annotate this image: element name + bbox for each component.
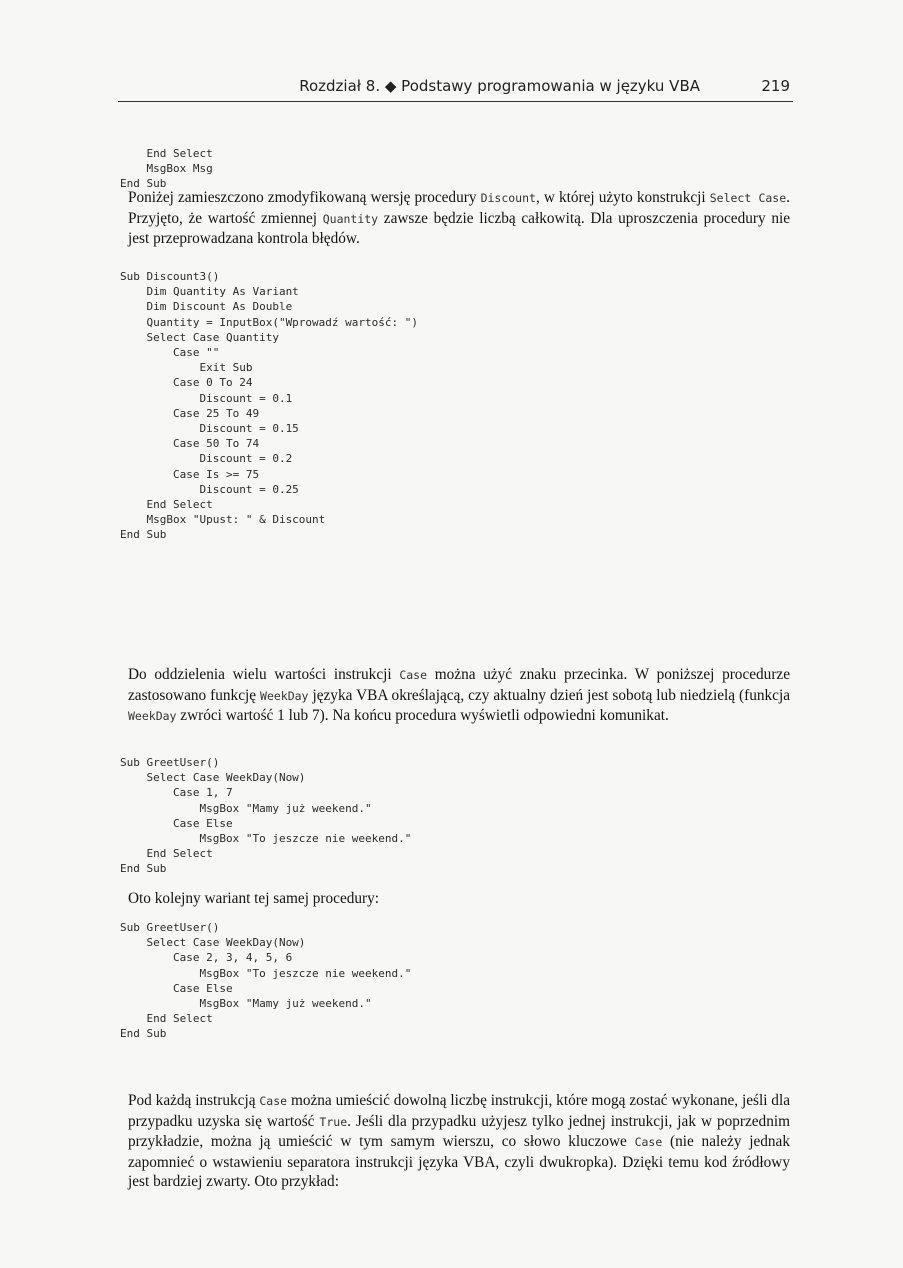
paragraph-text: . Jeśli dla przypadku użyjesz tylko jednej instrukcji, jak w poprzednim przykładzie, można ją umieścić w tym samym wierszu, co słowo kluczowe bbox=[128, 1112, 791, 1151]
paragraph-case-comma bbox=[128, 665, 790, 727]
paragraph-text: Pod każdą instrukcją bbox=[128, 1092, 260, 1109]
inline-code: WeekDay bbox=[260, 688, 309, 703]
paragraph-case-statements bbox=[128, 1091, 790, 1192]
paragraph-text: Do oddzielenia wielu wartości instrukcji bbox=[128, 666, 400, 683]
inline-code: Quantity bbox=[322, 211, 379, 226]
paragraph-text: (nie należy jednak zapomnieć o wstawieniu separatora instrukcji języka VBA, czyli dwukropka). Dzięki temu kod źródłowy jest bardziej zwarty. Oto przykład: bbox=[128, 1133, 790, 1191]
header-rule bbox=[118, 101, 793, 102]
paragraph-text: można umieścić dowolną liczbę instrukcji, które mogą zostać wykonane, jeśli dla przypadku uzyska się wartość bbox=[128, 1092, 790, 1130]
code-block-end-select: End Select MsgBox Msg End Sub bbox=[120, 147, 213, 191]
paragraph-text: , w której użyto konstrukcji bbox=[535, 189, 710, 206]
paragraph-text: Poniżej zamieszczono zmodyfikowaną wersję procedury bbox=[128, 189, 481, 206]
inline-code: Case bbox=[399, 668, 428, 682]
code-block-discount3: Sub Discount3() Dim Quantity As Variant Dim Discount As Double Quantity = InputBox("Wprowadź wartość: ") Select Case Quantity Case "" Exit Sub Case 0 To 24 Discount = 0.1 Case 25 To 49 Discount = 0.15 Case 50 To 74 Discount = 0.2 Case Is >= 75 Discount = 0.25 End Select MsgBox "Upust: " & Discount End Sub bbox=[120, 270, 419, 542]
inline-code: Case bbox=[259, 1094, 288, 1108]
paragraph-text: zwróci wartość 1 lub 7). Na końcu procedura wyświetli odpowiedni komunikat. bbox=[176, 707, 669, 725]
inline-code: Select Case bbox=[709, 191, 787, 205]
paragraph-text: zawsze będzie liczbą całkowitą. Dla uproszczenia procedury nie jest przeprowadzana kontrola błędów. bbox=[128, 209, 791, 248]
inline-code: True bbox=[319, 1114, 348, 1129]
paragraph-text: języka VBA określającą, czy aktualny dzień jest sobotą lub niedzielą (funkcja bbox=[308, 686, 790, 704]
code-block-greetuser-2: Sub GreetUser() Select Case WeekDay(Now) Case 2, 3, 4, 5, 6 MsgBox "To jeszcze nie weekend." Case Else MsgBox "Mamy już weekend." End Select End Sub bbox=[120, 921, 412, 1041]
inline-code: Discount bbox=[480, 191, 536, 205]
inline-code: Case bbox=[634, 1135, 663, 1150]
inline-code: WeekDay bbox=[128, 709, 177, 724]
paragraph-discount-intro bbox=[128, 188, 790, 249]
page-number: 219 bbox=[761, 77, 790, 95]
code-block-greetuser-1: Sub GreetUser() Select Case WeekDay(Now) Case 1, 7 MsgBox "Mamy już weekend." Case Else MsgBox "To jeszcze nie weekend." End Select End Sub bbox=[120, 756, 412, 876]
paragraph-variant: Oto kolejny wariant tej samej procedury: bbox=[128, 890, 380, 907]
chapter-header: Rozdział 8. ◆ Podstawy programowania w języku VBA bbox=[299, 77, 700, 95]
paragraph-text: . Przyjęto, że wartość zmiennej bbox=[128, 189, 790, 227]
paragraph-text: można użyć znaku przecinka. W poniższej procedurze zastosowano funkcję bbox=[128, 666, 791, 704]
